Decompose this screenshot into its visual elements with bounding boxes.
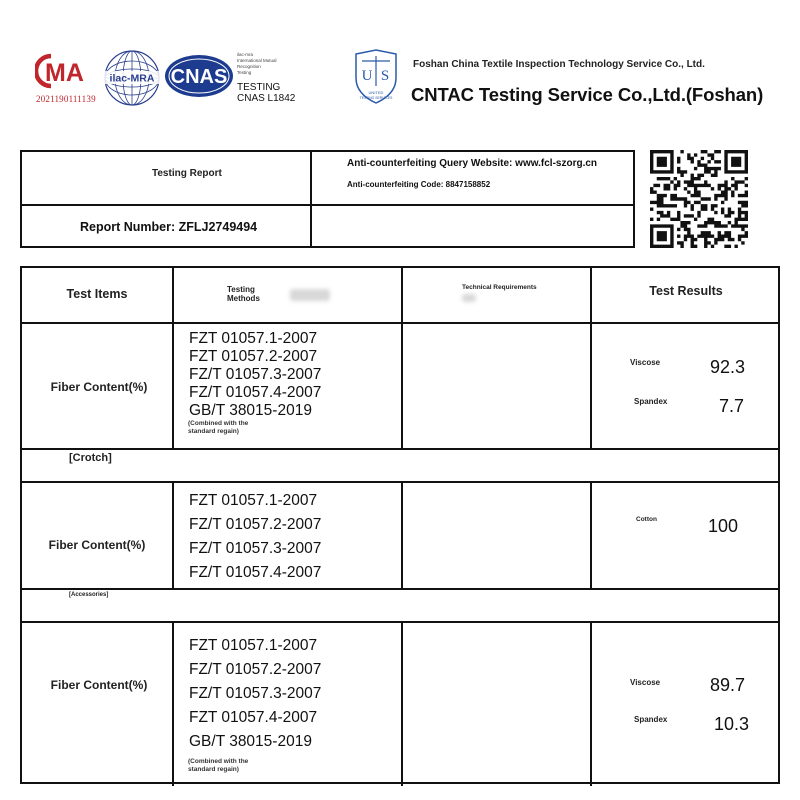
method-item: FZ/T 01057.2-2007 [189, 661, 322, 678]
test-results-table [20, 266, 780, 784]
cnas-small-text: ilac-mra International Mutual Recognition Testing [237, 52, 277, 75]
fiber-value: 10.3 [714, 714, 750, 734]
fiber-name: Cotton [636, 516, 657, 523]
fiber-value: 7.7 [719, 396, 745, 416]
header-technical-requirements: Technical Requirements [462, 284, 537, 291]
cnas-testing-label: TESTING CNAS L1842 [237, 82, 296, 104]
divider [22, 481, 778, 483]
method-item: FZT 01057.2-2007 [189, 348, 318, 365]
divider [22, 204, 633, 206]
svg-text:ilac-MRA: ilac-MRA [109, 72, 155, 85]
cnas-logo-icon [163, 52, 235, 100]
lab-name-english: Foshan China Textile Inspection Technology Service Co., Ltd. [413, 59, 705, 70]
svg-text:TESTING SERVICES: TESTING SERVICES [359, 96, 393, 100]
method-item: GB/T 38015-2019 [189, 402, 312, 419]
method-item: GB/T 38015-2019 [189, 733, 312, 750]
fiber-name: Viscose [630, 678, 661, 687]
report-number: Report Number: ZFLJ2749494 [80, 220, 258, 234]
method-item: FZT 01057.1-2007 [189, 492, 318, 509]
method-item: FZ/T 01057.4-2007 [189, 384, 322, 401]
divider [172, 621, 174, 786]
regain-note: (Combined with the standard regain) [188, 758, 249, 773]
test-item-label: Fiber Content(%) [48, 538, 146, 552]
method-item: FZ/T 01057.3-2007 [189, 366, 322, 383]
svg-text:MA: MA [45, 59, 84, 87]
testing-methods-list [189, 330, 321, 420]
divider [22, 322, 778, 324]
fiber-value: 92.3 [710, 357, 746, 377]
divider [172, 268, 174, 448]
test-item-label: Fiber Content(%) [50, 678, 148, 692]
svg-text:U: U [361, 68, 373, 84]
report-title: Testing Report [152, 168, 222, 179]
report-info-box [20, 150, 635, 248]
divider [590, 621, 592, 786]
cma-logo-icon [35, 52, 97, 90]
svg-text:S: S [380, 68, 390, 84]
method-item: FZT 01057.1-2007 [189, 330, 318, 347]
anti-counterfeiting-code: Anti-counterfeiting Code: 8847158852 [347, 180, 491, 189]
fiber-name: Spandex [634, 397, 668, 406]
ilac-mra-logo-icon [102, 48, 162, 108]
testing-methods-list [189, 634, 321, 754]
fiber-name: Viscose [630, 358, 661, 367]
method-item: FZ/T 01057.4-2007 [189, 564, 322, 581]
method-item: FZ/T 01057.3-2007 [189, 685, 322, 702]
lab-logo-icon [350, 48, 402, 106]
svg-text:UNITED: UNITED [368, 90, 384, 95]
divider [22, 588, 778, 590]
smudge [462, 294, 476, 302]
smudge [290, 289, 330, 301]
cma-number: 2021190111139 [36, 94, 96, 104]
header-testing-methods: Testing Methods [227, 285, 260, 303]
lab-name: CNTAC Testing Service Co.,Ltd.(Foshan) [411, 84, 764, 105]
fiber-value: 100 [708, 516, 739, 536]
test-item-label: Fiber Content(%) [50, 380, 148, 394]
method-item: FZ/T 01057.3-2007 [189, 540, 322, 557]
anti-counterfeiting-website[interactable]: Anti-counterfeiting Query Website: www.fcl-szorg.cn [347, 158, 598, 169]
header-test-items: Test Items [66, 287, 128, 301]
regain-note: (Combined with the standard regain) [188, 420, 249, 435]
qr-code-icon[interactable] [650, 150, 748, 248]
method-item: FZT 01057.4-2007 [189, 709, 318, 726]
divider [401, 621, 403, 786]
divider [590, 481, 592, 588]
fiber-value: 89.7 [710, 675, 746, 695]
divider [22, 621, 778, 623]
svg-text:CNAS: CNAS [170, 66, 228, 88]
method-item: FZ/T 01057.2-2007 [189, 516, 322, 533]
section-label-crotch: [Crotch] [69, 452, 112, 464]
fiber-name: Spandex [634, 715, 668, 724]
testing-methods-list [189, 489, 321, 585]
section-label-accessories: [Accessories] [69, 592, 109, 598]
divider [22, 448, 778, 450]
divider [401, 481, 403, 588]
header-test-results: Test Results [649, 284, 723, 298]
divider [401, 268, 403, 448]
method-item: FZT 01057.1-2007 [189, 637, 318, 654]
divider [310, 152, 312, 246]
divider [172, 481, 174, 588]
accreditation-logos [30, 44, 330, 114]
